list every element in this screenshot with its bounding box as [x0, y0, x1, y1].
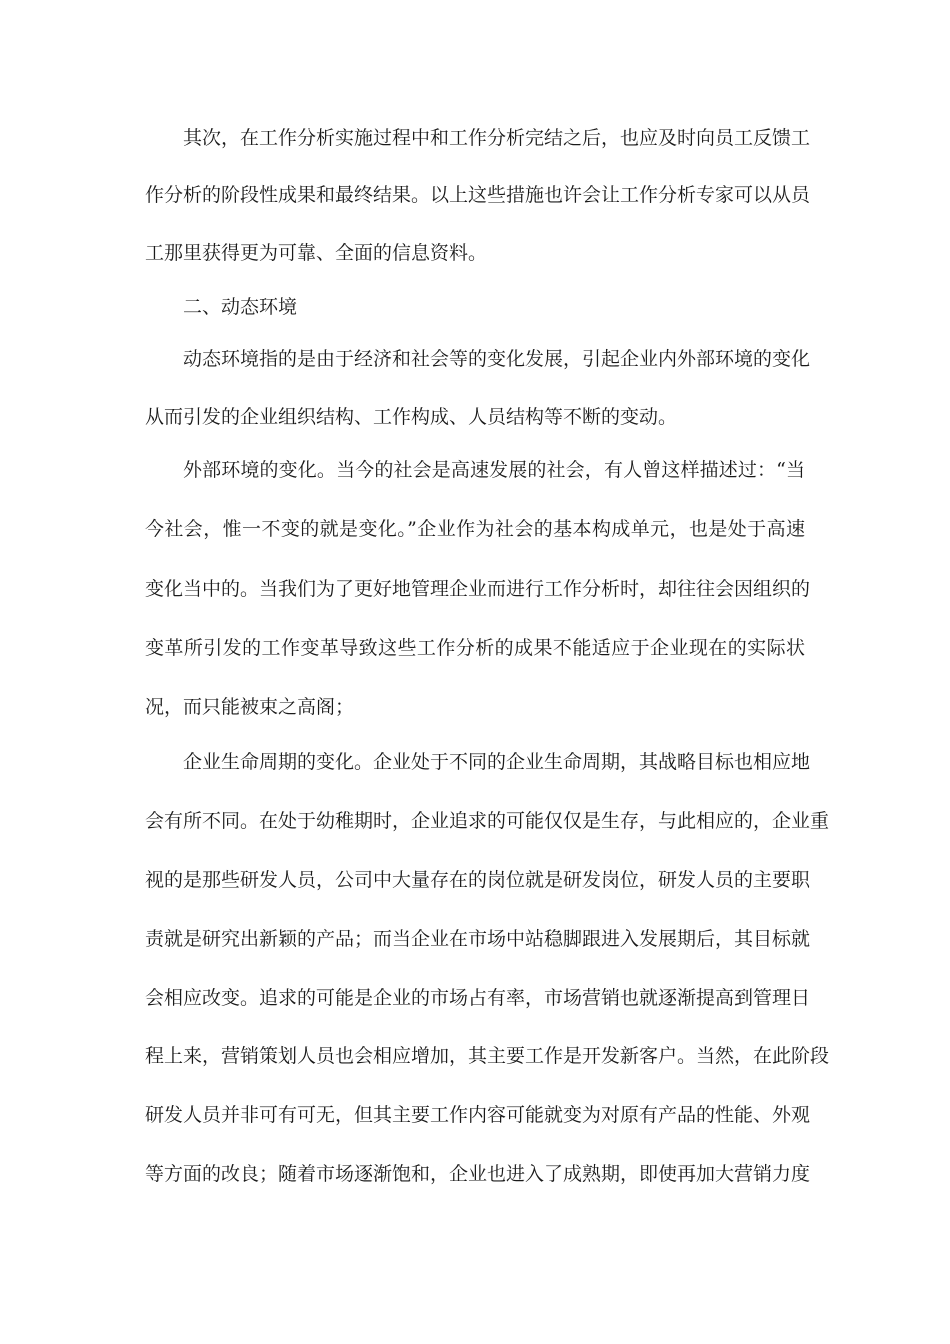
paragraph-line: 等方面的改良；随着市场逐渐饱和，企业也进入了成熟期，即使再加大营销力度 — [145, 1163, 811, 1185]
paragraph-line: 其次，在工作分析实施过程中和工作分析完结之后，也应及时向员工反馈工 — [183, 127, 811, 149]
paragraph-line: 企业生命周期的变化。企业处于不同的企业生命周期，其战略目标也相应地 — [183, 751, 811, 773]
paragraph-line: 视的是那些研发人员，公司中大量存在的岗位就是研发岗位，研发人员的主要职 — [145, 869, 811, 891]
paragraph-line: 变革所引发的工作变革导致这些工作分析的成果不能适应于企业现在的实际状 — [145, 637, 805, 659]
paragraph-line: 外部环境的变化。当今的社会是高速发展的社会，有人曾这样描述过：“当 — [183, 459, 805, 481]
paragraph-line: 工那里获得更为可靠、全面的信息资料。 — [145, 242, 488, 264]
paragraph-line: 会有所不同。在处于幼稚期时，企业追求的可能仅仅是生存，与此相应的，企业重 — [145, 810, 830, 832]
paragraph-line: 今社会，惟一不变的就是变化。”企业作为社会的基本构成单元，也是处于高速 — [145, 518, 805, 540]
paragraph-line: 作分析的阶段性成果和最终结果。以上这些措施也许会让工作分析专家可以从员 — [145, 184, 811, 206]
paragraph-line: 从而引发的企业组织结构、工作构成、人员结构等不断的变动。 — [145, 406, 678, 428]
paragraph-line: 变化当中的。当我们为了更好地管理企业而进行工作分析时，却往往会因组织的 — [145, 578, 811, 600]
paragraph-line: 研发人员并非可有可无，但其主要工作内容可能就变为对原有产品的性能、外观 — [145, 1104, 811, 1126]
paragraph-line: 动态环境指的是由于经济和社会等的变化发展，引起企业内外部环境的变化 — [183, 348, 811, 370]
paragraph-line: 会相应改变。追求的可能是企业的市场占有率，市场营销也就逐渐提高到管理日 — [145, 987, 811, 1009]
paragraph-line: 况，而只能被束之高阁； — [145, 696, 355, 718]
paragraph-line: 程上来，营销策划人员也会相应增加，其主要工作是开发新客户。当然，在此阶段 — [145, 1045, 830, 1067]
paragraph-line: 责就是研究出新颖的产品；而当企业在市场中站稳脚跟进入发展期后，其目标就 — [145, 928, 811, 950]
section-heading: 二、动态环境 — [183, 296, 298, 318]
